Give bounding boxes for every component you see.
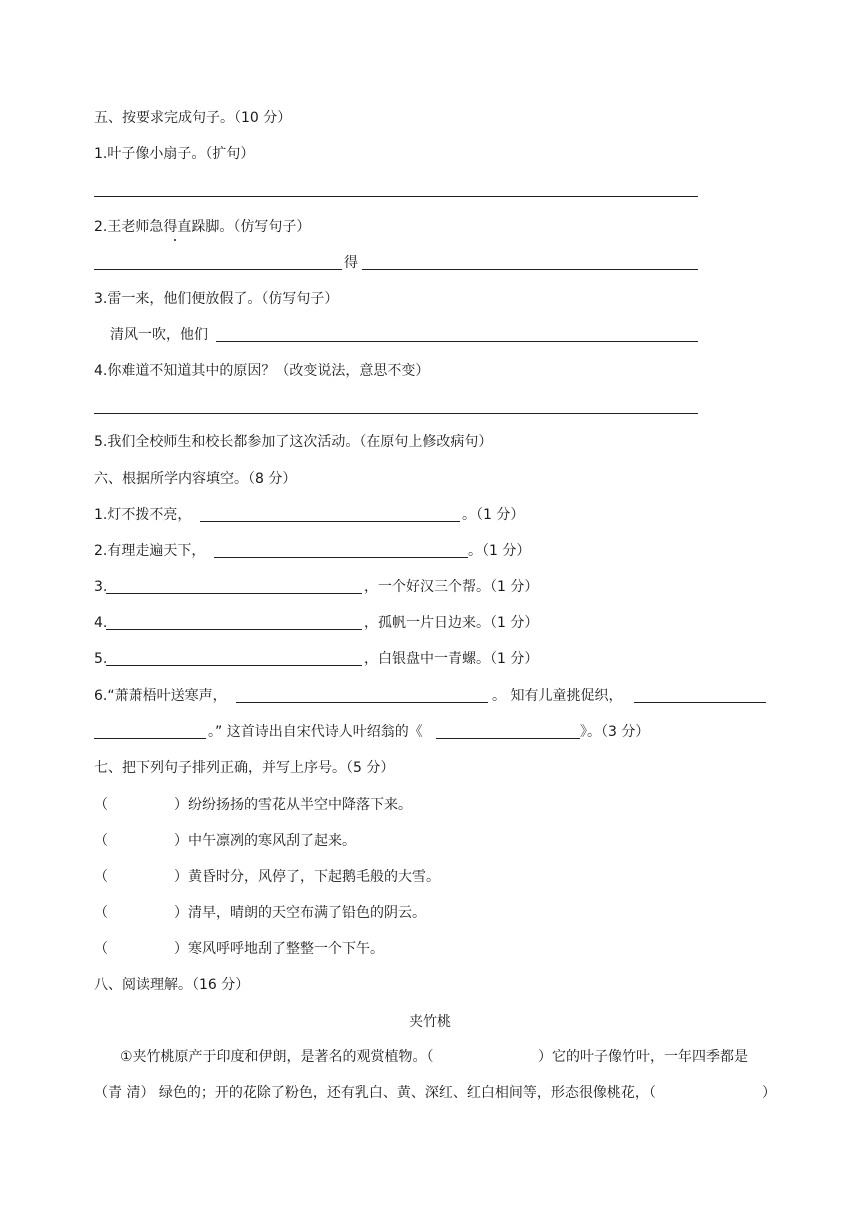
order-item: [94, 795, 412, 815]
s6-q6-blank1[interactable]: [236, 702, 488, 703]
s6-q6-blank2a[interactable]: [634, 702, 766, 703]
section6-q6-mid: 。 知有儿童挑促织，: [492, 688, 623, 704]
s6-q6-blank2b[interactable]: [94, 738, 206, 739]
order-box[interactable]: （ ）: [94, 797, 188, 813]
section6-q3-post: ，一个好汉三个帮。（1 分）: [364, 579, 539, 595]
s6-q6-blank3[interactable]: [436, 738, 580, 739]
emphasis-dot: [174, 239, 176, 241]
s6-q5-blank[interactable]: [106, 665, 362, 666]
section6-q1-post: 。（1 分）: [462, 507, 525, 523]
q2-mid-word: 得: [344, 255, 358, 271]
q1-answer-line[interactable]: [94, 196, 698, 197]
order-box[interactable]: （ ）: [94, 833, 188, 849]
s6-q1-blank[interactable]: [200, 521, 460, 522]
section8-heading: 八、阅读理解。（16 分）: [94, 977, 250, 993]
q3-prefix: 清风一吹，他们: [110, 327, 208, 343]
order-item: [94, 831, 356, 851]
s6-q3-blank[interactable]: [106, 593, 362, 594]
passage-p1-line2b: ）: [762, 1085, 776, 1101]
section6-q5-pre: 5.: [94, 651, 108, 667]
q3-answer-line[interactable]: [216, 341, 698, 342]
q4-answer-line[interactable]: [94, 413, 698, 414]
section5-q3: 3.雷一来，他们便放假了。（仿写句子）: [94, 291, 339, 307]
passage-p1-line1a: ①夹竹桃原产于印度和伊朗，是著名的观赏植物。（: [120, 1049, 434, 1065]
section6-q1-pre: 1.灯不拨不亮，: [94, 507, 192, 523]
section6-q5-post: ，白银盘中一青螺。（1 分）: [364, 651, 539, 667]
section5-q2: 2.王老师急得直跺脚。（仿写句子）: [94, 219, 311, 235]
order-box[interactable]: （ ）: [94, 905, 188, 921]
section6-q6-pre: 6.“萧萧梧叶送寒声，: [94, 688, 227, 704]
section6-q4-pre: 4.: [94, 615, 108, 631]
section5-q1: 1.叶子像小扇子。（扩句）: [94, 146, 255, 162]
order-item-text: 清早，晴朗的天空布满了铅色的阴云。: [188, 905, 426, 921]
order-box[interactable]: （ ）: [94, 941, 188, 957]
order-item-text: 黄昏时分，风停了，下起鹅毛般的大雪。: [188, 869, 440, 885]
order-item-text: 纷纷扬扬的雪花从半空中降落下来。: [188, 797, 412, 813]
order-item-text: 中午凛冽的寒风刮了起来。: [188, 833, 356, 849]
section6-q6-line2-post: 。” 这首诗出自宋代诗人叶绍翁的《: [208, 724, 423, 740]
q2-answer-line-right[interactable]: [362, 269, 698, 270]
section6-q6-line2-end: 》。（3 分）: [580, 724, 650, 740]
section6-heading: 六、根据所学内容填空。（8 分）: [94, 471, 297, 487]
order-item-text: 寒风呼呼地刮了整整一个下午。: [188, 941, 384, 957]
section5-heading: 五、按要求完成句子。（10 分）: [94, 110, 292, 126]
section6-q2-pre: 2.有理走遍天下，: [94, 543, 206, 559]
section6-q3-pre: 3.: [94, 579, 108, 595]
order-item: [94, 867, 440, 887]
section5-q5: 5.我们全校师生和校长都参加了这次活动。（在原句上修改病句）: [94, 434, 493, 450]
passage-p1-line2a: （青 清） 绿色的；开的花除了粉色，还有乳白、黄、深红、红白相间等，形态很像桃花，（: [94, 1085, 656, 1101]
s6-q2-blank[interactable]: [214, 557, 468, 558]
passage-p1-line1b: ）它的叶子像竹叶，一年四季都是: [538, 1049, 748, 1065]
order-item: [94, 939, 384, 959]
section5-q4: 4.你难道不知道其中的原因？（改变说法，意思不变）: [94, 363, 430, 379]
q2-answer-line-left[interactable]: [94, 269, 342, 270]
section7-heading: 七、把下列句子排列正确，并写上序号。（5 分）: [94, 760, 395, 776]
s6-q4-blank[interactable]: [106, 629, 362, 630]
order-box[interactable]: （ ）: [94, 869, 188, 885]
passage-title: 夹竹桃: [409, 1014, 451, 1030]
section6-q2-post: 。（1 分）: [468, 543, 531, 559]
order-item: [94, 903, 426, 923]
section6-q4-post: ，孤帆一片日边来。（1 分）: [364, 615, 539, 631]
